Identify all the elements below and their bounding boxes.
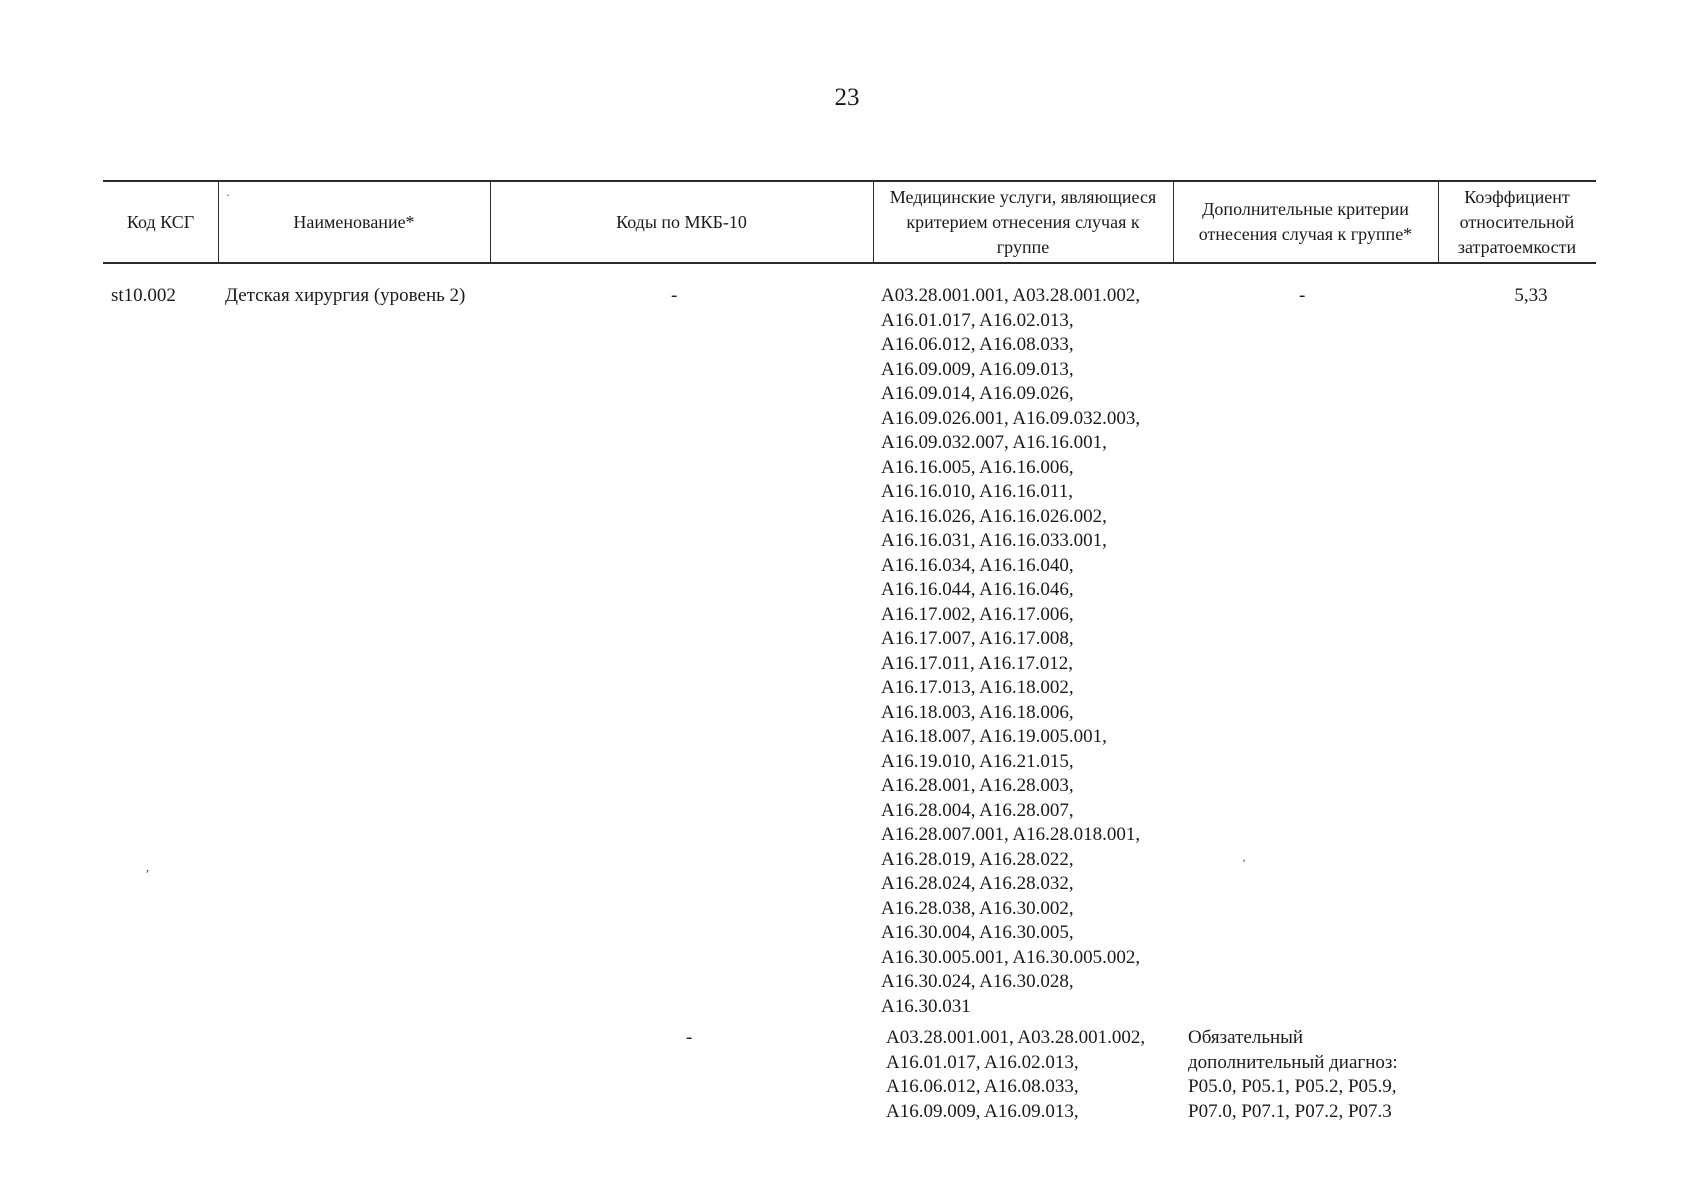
table-header-row [103,180,1596,264]
cell-extra-criteria: Обязательный дополнительный диагноз: P05.0, P05.1, P05.2, P05.9, P07.0, P07.1, P07.2, P07.3 [1188,1027,1398,1122]
cell-name: Детская хирургия (уровень 2) [225,285,466,306]
header-name: Наименование* [293,211,415,232]
cell-services: A03.28.001.001, A03.28.001.002, A16.01.017, A16.02.013, A16.06.012, A16.08.033, A16.09.009, A16.09.013, [886,1027,1146,1122]
cell-mkb: - [671,285,678,306]
page-number: 23 [834,84,860,111]
scan-speck: , [146,860,149,874]
header-coefficient: Коэффициент относительной затратоемкости [1457,186,1577,257]
cell-extra-criteria: - [1299,285,1306,306]
header-code: Код КСГ [126,211,195,232]
cell-code: st10.002 [111,285,176,306]
scan-speck: ' [1243,856,1246,870]
ksg-table [103,180,1596,1122]
cell-mkb: - [686,1027,693,1048]
header-extra-criteria: Дополнительные критерии отнесения случая к группе* [1198,199,1413,244]
cell-coefficient: 5,33 [1514,285,1548,306]
cell-services: A03.28.001.001, A03.28.001.002, A16.01.017, A16.02.013, A16.06.012, A16.08.033, A16.09.009, A16.09.013, A16.09.014, A16.09.026, A16.09.026.001, A16.09.032.003, A16.09.032.007, A16.16.001, A16.16.005, A16.16.006, A16.16.010, A16.16.011, A16.16.026, A16.16.026.002, A16.16.031, A16.16.033.001, A16.16.034, A16.16.040, A16.16.044, A16.16.046, A16.17.002, A16.17.006, A16.17.007, A16.17.008, A16.17.011, A16.17.012, A16.17.013, A16.18.002, A16.18.003, A16.18.006, A16.18.007, A16.19.005.001, A16.19.010, A16.21.015, A16.28.001, A16.28.003, A16.28.004, A16.28.007, A16.28.007.001, A16.28.018.001, A16.28.019, A16.28.022, A16.28.024, A16.28.032, A16.28.038, A16.30.002, A16.30.004, A16.30.005, A16.30.005.001, A16.30.005.002, A16.30.024, A16.30.028, A16.30.031 [881,285,1141,1017]
header-mkb: Коды по МКБ-10 [616,211,747,232]
header-services: Медицинские услуги, являющиеся критерием отнесения случая к группе [889,186,1157,257]
scan-speck: · [226,188,230,202]
